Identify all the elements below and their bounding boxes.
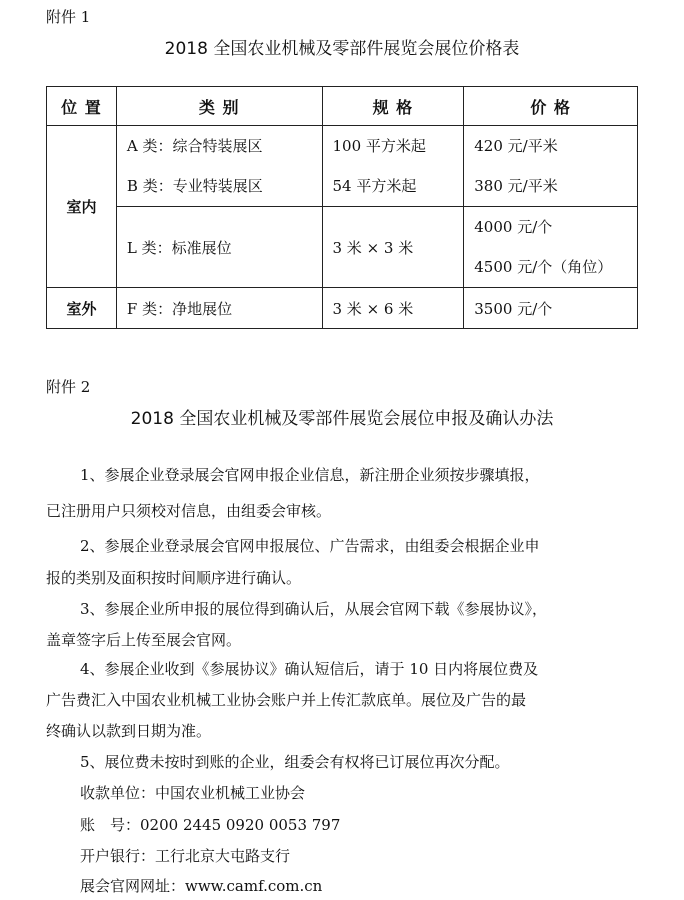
price-line: 4500 元/个（角位） <box>474 258 613 276</box>
price-cell: 380 元/平米 <box>474 177 558 195</box>
header-location: 位 置 <box>47 87 117 126</box>
table-row <box>47 207 638 288</box>
bank-line: 开户银行：工行北京大屯路支行 <box>80 847 291 865</box>
header-spec: 规 格 <box>322 87 464 126</box>
attachment-2-label: 附件 2 <box>46 378 91 396</box>
category-group-ab <box>116 126 322 207</box>
website-line: 展会官网网址：www.camf.com.cn <box>80 877 323 895</box>
price-group-ab <box>464 126 638 207</box>
table-row <box>47 288 638 329</box>
paragraph-4-line-1: 4、参展企业收到《参展协议》确认短信后，请于 10 日内将展位费及 <box>80 660 539 678</box>
price-cell: 3500 元/个 <box>464 288 638 329</box>
price-cell-multi <box>464 207 638 288</box>
category-cell: A 类：综合特装展区 <box>126 137 263 155</box>
spec-cell: 100 平方米起 <box>332 137 426 155</box>
header-price: 价 格 <box>464 87 638 126</box>
paragraph-5-line-1: 5、展位费未按时到账的企业，组委会有权将已订展位再次分配。 <box>80 753 510 771</box>
location-outdoor: 室外 <box>47 288 117 329</box>
category-cell: B 类：专业特装展区 <box>126 177 263 195</box>
spec-group-ab <box>322 126 464 207</box>
payee-line: 收款单位：中国农业机械工业协会 <box>80 784 306 802</box>
price-cell: 420 元/平米 <box>474 137 558 155</box>
price-table <box>46 86 638 329</box>
category-cell: L 类：标准展位 <box>116 207 322 288</box>
spec-cell: 3 米 × 6 米 <box>322 288 464 329</box>
location-indoor: 室内 <box>47 126 117 288</box>
paragraph-4-line-2: 广告费汇入中国农业机械工业协会账户并上传汇款底单。展位及广告的最 <box>46 691 527 709</box>
paragraph-2-line-2: 报的类别及面积按时间顺序进行确认。 <box>46 569 302 587</box>
category-cell: F 类：净地展位 <box>116 288 322 329</box>
paragraph-3-line-2: 盖章签字后上传至展会官网。 <box>46 631 242 649</box>
paragraph-2-line-1: 2、参展企业登录展会官网申报展位、广告需求，由组委会根据企业申 <box>80 537 540 555</box>
price-table-title: 2018 全国农业机械及零部件展览会展位价格表 <box>164 39 520 59</box>
spec-cell: 3 米 × 3 米 <box>322 207 464 288</box>
attachment-1-label: 附件 1 <box>46 8 91 26</box>
spec-cell: 54 平方米起 <box>332 177 417 195</box>
header-category: 类 别 <box>116 87 322 126</box>
price-line: 4000 元/个 <box>474 218 553 236</box>
procedure-title: 2018 全国农业机械及零部件展览会展位申报及确认办法 <box>130 409 554 429</box>
paragraph-1-line-2: 已注册用户只须校对信息，由组委会审核。 <box>46 502 332 520</box>
account-line: 账 号：0200 2445 0920 0053 797 <box>80 816 341 834</box>
table-header-row <box>47 87 638 126</box>
paragraph-4-line-3: 终确认以款到日期为准。 <box>46 722 212 740</box>
paragraph-3-line-1: 3、参展企业所申报的展位得到确认后，从展会官网下载《参展协议》， <box>80 600 548 618</box>
table-row <box>47 126 638 207</box>
paragraph-1-line-1: 1、参展企业登录展会官网申报企业信息，新注册企业须按步骤填报， <box>80 466 540 484</box>
